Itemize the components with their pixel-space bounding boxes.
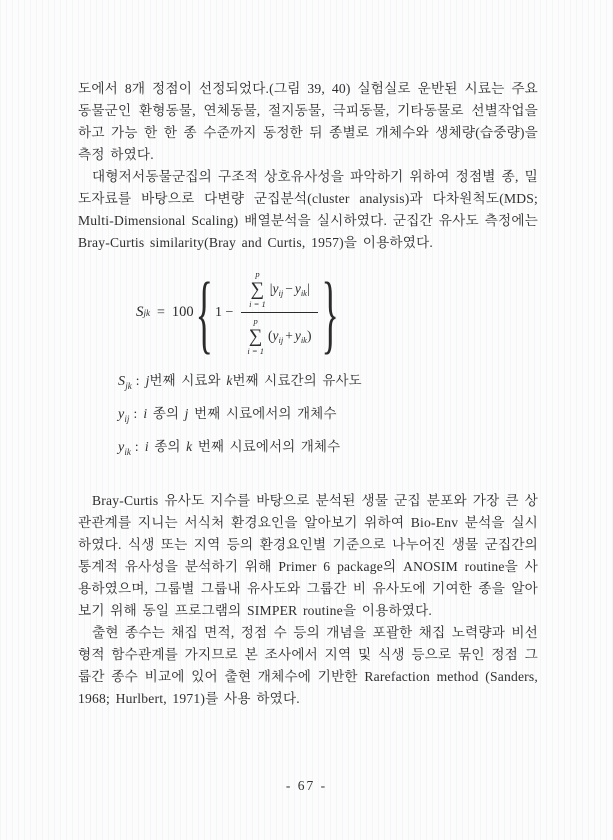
sum-operator — [247, 317, 264, 355]
fraction-denominator — [239, 313, 319, 355]
paragraph-1: 도에서 8개 정점이 선정되었다.(그림 39, 40) 실험실로 운반된 시료는 주요 동물군인 환형동물, 연체동물, 절지동물, 극피동물, 기타동물로 선별작업을 하고 가능 한 한 종 수준까지 동정한 뒤 종별로 개체수와 생체량(습중량)을 측정 하였다. — [78, 81, 538, 162]
var-y1: y — [272, 327, 279, 343]
formula-lhs-symbol: S — [136, 304, 144, 320]
equals-sign: = — [157, 304, 165, 320]
def-text: k — [186, 439, 193, 454]
def-colon: : — [134, 439, 139, 454]
var-y2: y — [294, 280, 301, 296]
page-number: - 67 - — [285, 778, 328, 793]
formula-definition-row — [118, 367, 538, 400]
denominator-expression — [268, 328, 312, 345]
def-text: i — [143, 406, 148, 421]
open-brace: { — [195, 263, 213, 362]
def-text: 번째 시료에서의 개체수 — [192, 439, 341, 454]
formula-definition-row — [118, 433, 538, 466]
def-colon: : — [135, 373, 140, 388]
minus-operator: − — [285, 280, 293, 296]
document-page-content — [78, 78, 538, 710]
sigma-icon: ∑ — [250, 278, 265, 300]
def-text: i — [144, 439, 149, 454]
abs-close: | — [306, 280, 310, 296]
def-text: 번째 시료간의 유사도 — [232, 373, 362, 388]
def-subscript: jk — [125, 381, 132, 391]
fraction-numerator — [241, 270, 318, 313]
def-symbol: y — [118, 407, 125, 422]
close-brace: } — [321, 263, 339, 362]
paragraph-3: Bray-Curtis 유사도 지수를 바탕으로 분석된 생물 군집 분포와 가장 큰 상관관계를 지니는 서식처 환경요인을 알아보기 위하여 Bio-Env 분석을 실시하였다. 식생 또는 지역 등의 환경요인별 기준으로 나누어진 생물 군집간의 통계적 유사성을 분석하기 위해 Primer 6 package의 ANOSIM routine을 사용하였으며, 그룹별 그룹내 유사도와 그룹간 비 유사도에 기여한 종을 알아보기 위해 동일 프로그램의 SIMPER routine을 이용하였다. — [78, 493, 538, 618]
def-text: 번째 시료와 — [149, 373, 227, 388]
def-text: 종의 — [148, 439, 187, 454]
paragraph-2: 대형저서동물군집의 구조적 상호유사성을 파악하기 위하여 정점별 종, 밀도자료를 바탕으로 다변량 군집분석(cluster analysis)과 다차원척도(MDS; Multi-Dimensional Scaling) 배열분석을 실시하였다. 군집간 유사도 측정에는 Bray-Curtis similarity(Bray and Curtis, 1957)을 이용하였다. — [78, 169, 538, 250]
def-symbol: S — [118, 374, 126, 389]
def-colon: : — [133, 406, 138, 421]
sum-lower-limit: i = 1 — [249, 298, 266, 309]
def-text: k — [226, 373, 233, 388]
var-y2-sub: ik — [300, 334, 307, 345]
def-subscript: ik — [124, 447, 131, 457]
formula-fraction — [239, 270, 319, 355]
paragraph-4: 출현 종수는 채집 면적, 정점 수 등의 개념을 포괄한 채집 노력량과 비선형적 함수관계를 가지므로 본 조사에서 지역 및 식생 등으로 묶인 정점 그룹간 종수 비교에 있어 출현 개체수에 기반한 Rarefaction method (Sanders, 1968; Hurlbert, 1971)를 사용 하였다. — [78, 625, 538, 706]
formula-definitions — [118, 367, 538, 466]
formula-coefficient: 100 — [171, 304, 194, 320]
formula-definition-row — [118, 400, 538, 433]
sum-upper-limit: p — [255, 269, 260, 279]
def-text: j — [184, 406, 189, 421]
sum-upper-limit: p — [253, 316, 258, 326]
sum-lower-limit: i = 1 — [247, 345, 264, 356]
bray-curtis-formula — [136, 263, 538, 362]
formula-lhs-subscript: jk — [143, 307, 150, 318]
var-y1-sub: ij — [278, 287, 284, 298]
var-y2: y — [294, 327, 301, 343]
plus-operator: + — [285, 327, 293, 343]
sum-operator — [249, 270, 266, 308]
var-y1-sub: ij — [278, 334, 284, 345]
def-text: 종의 — [147, 406, 185, 421]
var-y2-sub: ik — [300, 287, 307, 298]
one-minus-term: 1 − — [214, 304, 234, 320]
abs-open: | — [269, 280, 273, 296]
paren-open: ( — [267, 327, 273, 343]
numerator-expression — [270, 281, 310, 298]
paren-close: ) — [306, 327, 312, 343]
def-subscript: ij — [124, 414, 130, 424]
def-symbol: y — [118, 440, 125, 455]
def-text: 번째 시료에서의 개체수 — [188, 406, 337, 421]
def-text: j — [145, 373, 150, 388]
var-y1: y — [272, 280, 279, 296]
sigma-icon: ∑ — [248, 325, 263, 347]
